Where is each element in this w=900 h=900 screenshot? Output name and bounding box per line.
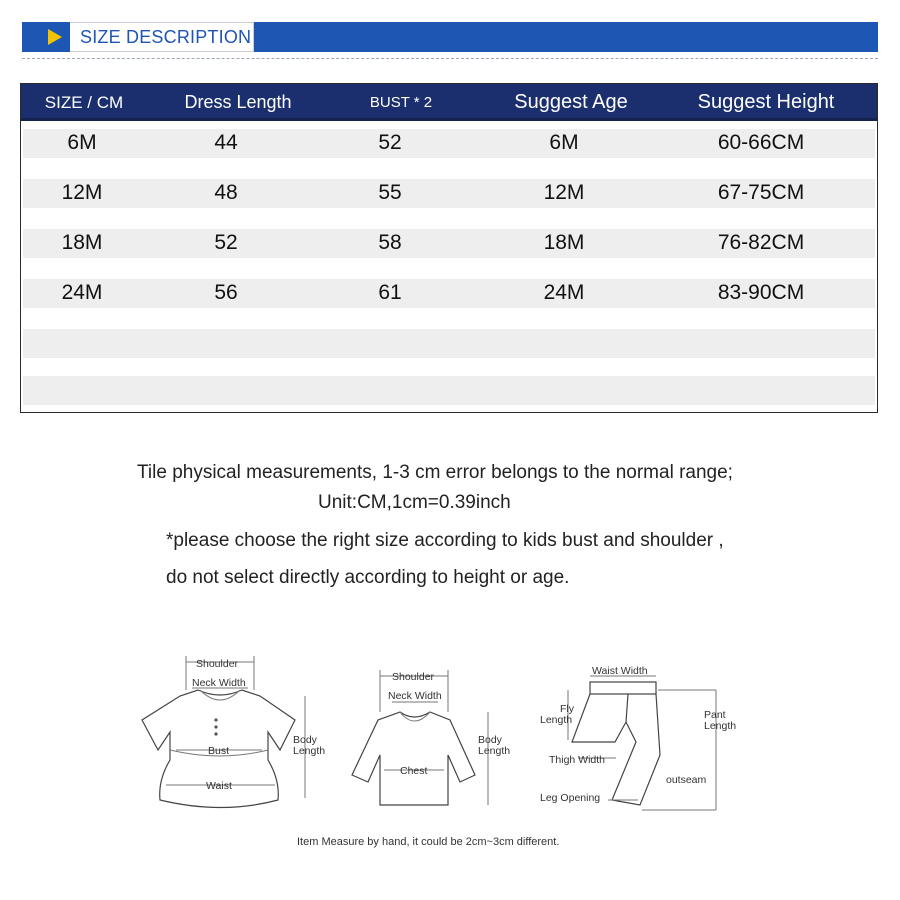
top-length-label: Length — [478, 745, 511, 757]
top-neck-width-label: Neck Width — [388, 690, 442, 702]
cell-suggest-age: 24M — [543, 281, 585, 304]
cell-size: 24M — [61, 281, 103, 304]
table-row — [23, 129, 875, 158]
cell-dress-length: 48 — [214, 181, 238, 204]
cell-suggest-height: 60-66CM — [717, 131, 805, 154]
banner-bar — [254, 22, 878, 52]
pants-diagram — [568, 676, 716, 810]
dress-length-label: Length — [293, 745, 326, 757]
size-table — [20, 83, 878, 413]
note-unit: Unit:CM,1cm=0.39inch — [318, 492, 511, 513]
measurement-diagrams — [130, 650, 750, 840]
pants-leg-opening-label: Leg Opening — [540, 792, 601, 804]
cell-size: 6M — [67, 131, 97, 154]
section-banner — [22, 22, 878, 52]
pants-thigh-width-label: Thigh Width — [549, 754, 606, 766]
cell-suggest-height: 76-82CM — [717, 231, 805, 254]
column-header-suggest-height: Suggest Height — [697, 91, 835, 113]
dress-bust-label: Bust — [208, 745, 230, 757]
note-choose-size: *please choose the right size according to kids bust and shoulder , — [166, 530, 724, 551]
top-shoulder-label: Shoulder — [392, 671, 435, 683]
table-header — [21, 84, 877, 121]
pants-fly-label: Fly — [560, 703, 574, 715]
dress-body-label: Body — [293, 734, 317, 746]
table-row-empty — [23, 329, 875, 358]
pants-pant-label: Pant — [704, 709, 726, 721]
play-triangle-icon — [48, 29, 62, 45]
cell-dress-length: 44 — [214, 131, 238, 154]
note-tolerance: Tile physical measurements, 1-3 cm error belongs to the normal range; — [137, 462, 733, 483]
dotted-divider — [22, 58, 878, 59]
cell-suggest-age: 18M — [543, 231, 585, 254]
cell-bust: 61 — [378, 281, 402, 304]
dress-shoulder-label: Shoulder — [196, 658, 239, 670]
cell-dress-length: 52 — [214, 231, 238, 254]
column-header-bust: BUST * 2 — [369, 94, 433, 111]
top-body-label: Body — [478, 734, 502, 746]
table-row — [23, 179, 875, 208]
cell-bust: 55 — [378, 181, 402, 204]
cell-dress-length: 56 — [214, 281, 238, 304]
cell-suggest-height: 67-75CM — [717, 181, 805, 204]
top-chest-label: Chest — [400, 765, 428, 777]
table-row — [23, 229, 875, 258]
column-header-suggest-age: Suggest Age — [514, 91, 628, 113]
dress-neck-width-label: Neck Width — [192, 677, 246, 689]
cell-size: 18M — [61, 231, 103, 254]
cell-bust: 58 — [378, 231, 402, 254]
measurement-svg — [130, 650, 750, 840]
table-row — [23, 279, 875, 308]
cell-suggest-age: 12M — [543, 181, 585, 204]
pants-outseam-label: outseam — [666, 774, 707, 786]
dress-waist-label: Waist — [206, 780, 232, 792]
note-do-not-select: do not select directly according to height or age. — [166, 567, 570, 588]
pants-waist-width-label: Waist Width — [592, 665, 648, 677]
section-title: SIZE DESCRIPTION — [80, 27, 252, 47]
measure-caption: Item Measure by hand, it could be 2cm~3cm different. — [297, 836, 560, 848]
column-header-dress-length: Dress Length — [184, 92, 292, 112]
cell-bust: 52 — [378, 131, 402, 154]
column-header-size: SIZE / CM — [44, 93, 124, 112]
pants-fly-length-label: Length — [540, 714, 573, 726]
table-row-empty — [23, 376, 875, 405]
banner-arrow-box — [22, 22, 70, 52]
cell-suggest-height: 83-90CM — [717, 281, 805, 304]
cell-suggest-age: 6M — [549, 131, 579, 154]
pants-pant-length-label: Length — [704, 720, 737, 732]
cell-size: 12M — [61, 181, 103, 204]
